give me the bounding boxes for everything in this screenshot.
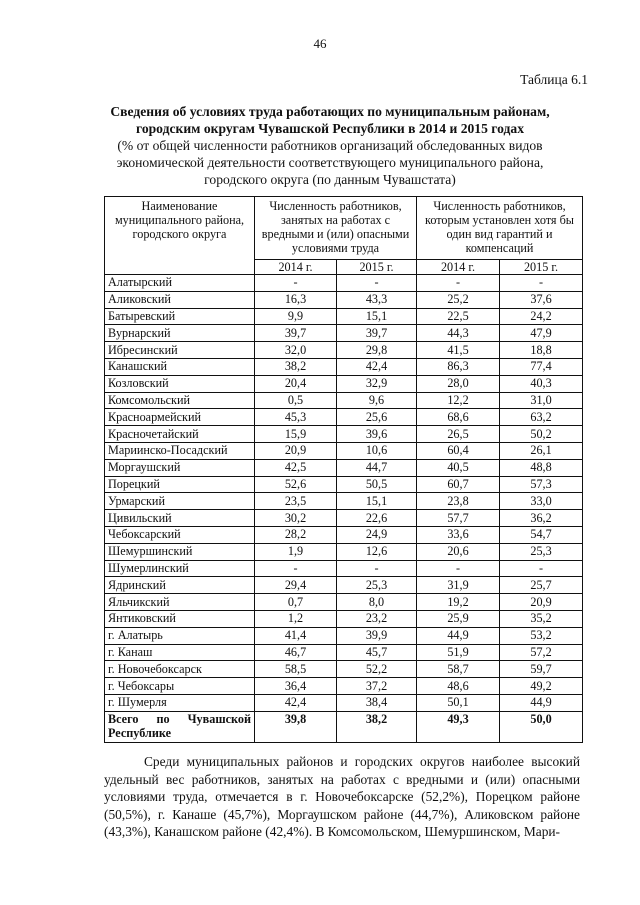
row-name: Алатырский xyxy=(105,275,255,292)
row-value: 40,5 xyxy=(417,459,500,476)
table-row xyxy=(105,493,583,510)
row-value: 19,2 xyxy=(417,594,500,611)
row-value: 33,0 xyxy=(500,493,583,510)
row-name: Чебоксарский xyxy=(105,526,255,543)
row-value: 0,7 xyxy=(255,594,337,611)
row-value: 1,9 xyxy=(255,543,337,560)
row-value: - xyxy=(500,275,583,292)
row-value: 58,7 xyxy=(417,661,500,678)
row-value: 20,9 xyxy=(500,594,583,611)
row-value: 39,7 xyxy=(255,325,337,342)
table-row xyxy=(105,291,583,308)
row-value: 38,2 xyxy=(255,358,337,375)
row-name: Шемуршинский xyxy=(105,543,255,560)
row-value: 44,7 xyxy=(337,459,417,476)
table-row xyxy=(105,325,583,342)
row-value: 26,5 xyxy=(417,426,500,443)
row-value: 35,2 xyxy=(500,610,583,627)
total-cell: 49,3 xyxy=(417,711,500,742)
row-name: Порецкий xyxy=(105,476,255,493)
row-value: 25,6 xyxy=(337,409,417,426)
row-name: Ядринский xyxy=(105,577,255,594)
row-value: 52,2 xyxy=(337,661,417,678)
row-value: 40,3 xyxy=(500,375,583,392)
table-row xyxy=(105,409,583,426)
row-value: 44,3 xyxy=(417,325,500,342)
row-value: 57,2 xyxy=(500,644,583,661)
row-name: Ибресинский xyxy=(105,342,255,359)
row-value: - xyxy=(417,560,500,577)
row-name: Вурнарский xyxy=(105,325,255,342)
row-value: 22,6 xyxy=(337,510,417,527)
row-value: 39,6 xyxy=(337,426,417,443)
title-subtitle: (% от общей численности работников организаций обследованных видов экономической деятельности соответствующего муниципального района, городского округа (по данным Чувашстата) xyxy=(116,138,544,187)
row-value: 57,3 xyxy=(500,476,583,493)
row-value: 10,6 xyxy=(337,442,417,459)
row-value: 33,6 xyxy=(417,526,500,543)
row-value: 31,9 xyxy=(417,577,500,594)
row-name: Урмарский xyxy=(105,493,255,510)
row-value: 15,9 xyxy=(255,426,337,443)
row-value: - xyxy=(337,560,417,577)
row-name: Козловский xyxy=(105,375,255,392)
row-name: Канашский xyxy=(105,358,255,375)
row-name: Яльчикский xyxy=(105,594,255,611)
row-name: г. Чебоксары xyxy=(105,678,255,695)
row-value: 45,3 xyxy=(255,409,337,426)
row-value: 8,0 xyxy=(337,594,417,611)
row-value: 23,5 xyxy=(255,493,337,510)
row-value: 53,2 xyxy=(500,627,583,644)
row-value: 48,6 xyxy=(417,678,500,695)
header-year-2015: 2015 г. xyxy=(337,260,417,275)
row-value: 20,6 xyxy=(417,543,500,560)
table-row xyxy=(105,426,583,443)
row-value: - xyxy=(417,275,500,292)
body-paragraph: Среди муниципальных районов и городских округов наиболее высокий удельный вес работников, занятых на работах с вредными и (или) опасными условиями труда, отмечается в г. Новочебоксарске (52,2%), Порецком районе (50,5%), г. Канаше (45,7%), Моргаушском районе (44,7%), Аликовском районе (43,3%), Канашском районе (42,4%). В Комсомольском, Шемуршинском, Мари- xyxy=(104,754,580,840)
header-year-2015: 2015 г. xyxy=(500,260,583,275)
row-value: 9,6 xyxy=(337,392,417,409)
row-value: 31,0 xyxy=(500,392,583,409)
row-name: Красночетайский xyxy=(105,426,255,443)
total-cell: 50,0 xyxy=(500,711,583,742)
row-value: 47,9 xyxy=(500,325,583,342)
row-value: 18,8 xyxy=(500,342,583,359)
row-value: 37,6 xyxy=(500,291,583,308)
row-name: Красноармейский xyxy=(105,409,255,426)
header-name: Наименование муниципального района, городского округа xyxy=(105,197,255,275)
row-value: 50,1 xyxy=(417,694,500,711)
row-value: 30,2 xyxy=(255,510,337,527)
row-name: Шумерлинский xyxy=(105,560,255,577)
row-value: 46,7 xyxy=(255,644,337,661)
table-row xyxy=(105,358,583,375)
row-value: 41,4 xyxy=(255,627,337,644)
row-value: - xyxy=(255,560,337,577)
total-cell: 38,2 xyxy=(337,711,417,742)
table-body xyxy=(105,275,583,743)
table-row xyxy=(105,459,583,476)
total-cell: 39,8 xyxy=(255,711,337,742)
row-value: 60,7 xyxy=(417,476,500,493)
row-value: 15,1 xyxy=(337,308,417,325)
table-row xyxy=(105,661,583,678)
row-value: 68,6 xyxy=(417,409,500,426)
row-value: 41,5 xyxy=(417,342,500,359)
row-value: 57,7 xyxy=(417,510,500,527)
working-conditions-table xyxy=(104,196,583,743)
row-value: 51,9 xyxy=(417,644,500,661)
row-value: 44,9 xyxy=(500,694,583,711)
table-row xyxy=(105,375,583,392)
row-value: 38,4 xyxy=(337,694,417,711)
row-value: 16,3 xyxy=(255,291,337,308)
row-value: 25,3 xyxy=(500,543,583,560)
row-name: г. Алатырь xyxy=(105,627,255,644)
row-value: 42,5 xyxy=(255,459,337,476)
total-name: Всего по Чувашской Республике xyxy=(105,711,255,742)
table-row-total xyxy=(105,711,583,742)
row-value: 24,2 xyxy=(500,308,583,325)
row-value: 25,3 xyxy=(337,577,417,594)
row-value: 20,9 xyxy=(255,442,337,459)
table-row xyxy=(105,476,583,493)
row-value: 25,2 xyxy=(417,291,500,308)
table-row xyxy=(105,308,583,325)
row-value: 9,9 xyxy=(255,308,337,325)
row-value: 50,2 xyxy=(500,426,583,443)
title-bold: Сведения об условиях труда работающих по муниципальным районам, городским округам Чувашской Республики в 2014 и 2015 годах xyxy=(110,104,550,136)
row-name: Моргаушский xyxy=(105,459,255,476)
row-value: 25,7 xyxy=(500,577,583,594)
table-title xyxy=(100,103,560,188)
row-value: 1,2 xyxy=(255,610,337,627)
row-value: 49,2 xyxy=(500,678,583,695)
header-year-2014: 2014 г. xyxy=(417,260,500,275)
row-name: Комсомольский xyxy=(105,392,255,409)
row-value: 0,5 xyxy=(255,392,337,409)
row-value: 60,4 xyxy=(417,442,500,459)
row-name: Батыревский xyxy=(105,308,255,325)
row-value: 25,9 xyxy=(417,610,500,627)
row-name: г. Канаш xyxy=(105,644,255,661)
row-value: 86,3 xyxy=(417,358,500,375)
page-number: 46 xyxy=(313,36,327,51)
row-name: г. Новочебоксарск xyxy=(105,661,255,678)
table-row xyxy=(105,392,583,409)
row-value: 15,1 xyxy=(337,493,417,510)
table-row xyxy=(105,275,583,292)
row-value: 24,9 xyxy=(337,526,417,543)
row-value: 43,3 xyxy=(337,291,417,308)
row-value: 36,2 xyxy=(500,510,583,527)
table-row xyxy=(105,577,583,594)
row-value: 54,7 xyxy=(500,526,583,543)
row-value: 12,2 xyxy=(417,392,500,409)
row-value: 42,4 xyxy=(255,694,337,711)
table-row xyxy=(105,560,583,577)
table-row xyxy=(105,342,583,359)
row-name: Цивильский xyxy=(105,510,255,527)
row-value: 20,4 xyxy=(255,375,337,392)
table-row xyxy=(105,610,583,627)
row-value: 29,8 xyxy=(337,342,417,359)
row-value: 28,0 xyxy=(417,375,500,392)
row-value: 28,2 xyxy=(255,526,337,543)
header-guarantees: Численность работников, которым установлен хотя бы один вид гарантий и компенсаций xyxy=(417,197,583,260)
row-value: 52,6 xyxy=(255,476,337,493)
row-value: 12,6 xyxy=(337,543,417,560)
row-value: 22,5 xyxy=(417,308,500,325)
table-row xyxy=(105,510,583,527)
row-value: - xyxy=(500,560,583,577)
row-value: 32,9 xyxy=(337,375,417,392)
table-row xyxy=(105,644,583,661)
row-name: Янтиковский xyxy=(105,610,255,627)
table-label: Таблица 6.1 xyxy=(520,72,588,87)
row-value: 39,7 xyxy=(337,325,417,342)
header-hazardous: Численность работников, занятых на работах с вредными и (или) опасными условиями труда xyxy=(255,197,417,260)
row-name: Мариинско-Посадский xyxy=(105,442,255,459)
row-value: 58,5 xyxy=(255,661,337,678)
table-row xyxy=(105,442,583,459)
row-name: г. Шумерля xyxy=(105,694,255,711)
row-value: 26,1 xyxy=(500,442,583,459)
table-row xyxy=(105,526,583,543)
row-value: 50,5 xyxy=(337,476,417,493)
table-row xyxy=(105,594,583,611)
row-value: - xyxy=(255,275,337,292)
row-value: 39,9 xyxy=(337,627,417,644)
row-name: Аликовский xyxy=(105,291,255,308)
table-row xyxy=(105,678,583,695)
row-value: 45,7 xyxy=(337,644,417,661)
row-value: 36,4 xyxy=(255,678,337,695)
row-value: 59,7 xyxy=(500,661,583,678)
row-value: 44,9 xyxy=(417,627,500,644)
table-row xyxy=(105,627,583,644)
row-value: 23,8 xyxy=(417,493,500,510)
row-value: - xyxy=(337,275,417,292)
row-value: 37,2 xyxy=(337,678,417,695)
row-value: 77,4 xyxy=(500,358,583,375)
table-row xyxy=(105,694,583,711)
table-row xyxy=(105,543,583,560)
row-value: 32,0 xyxy=(255,342,337,359)
row-value: 48,8 xyxy=(500,459,583,476)
row-value: 23,2 xyxy=(337,610,417,627)
row-value: 63,2 xyxy=(500,409,583,426)
row-value: 42,4 xyxy=(337,358,417,375)
row-value: 29,4 xyxy=(255,577,337,594)
header-year-2014: 2014 г. xyxy=(255,260,337,275)
